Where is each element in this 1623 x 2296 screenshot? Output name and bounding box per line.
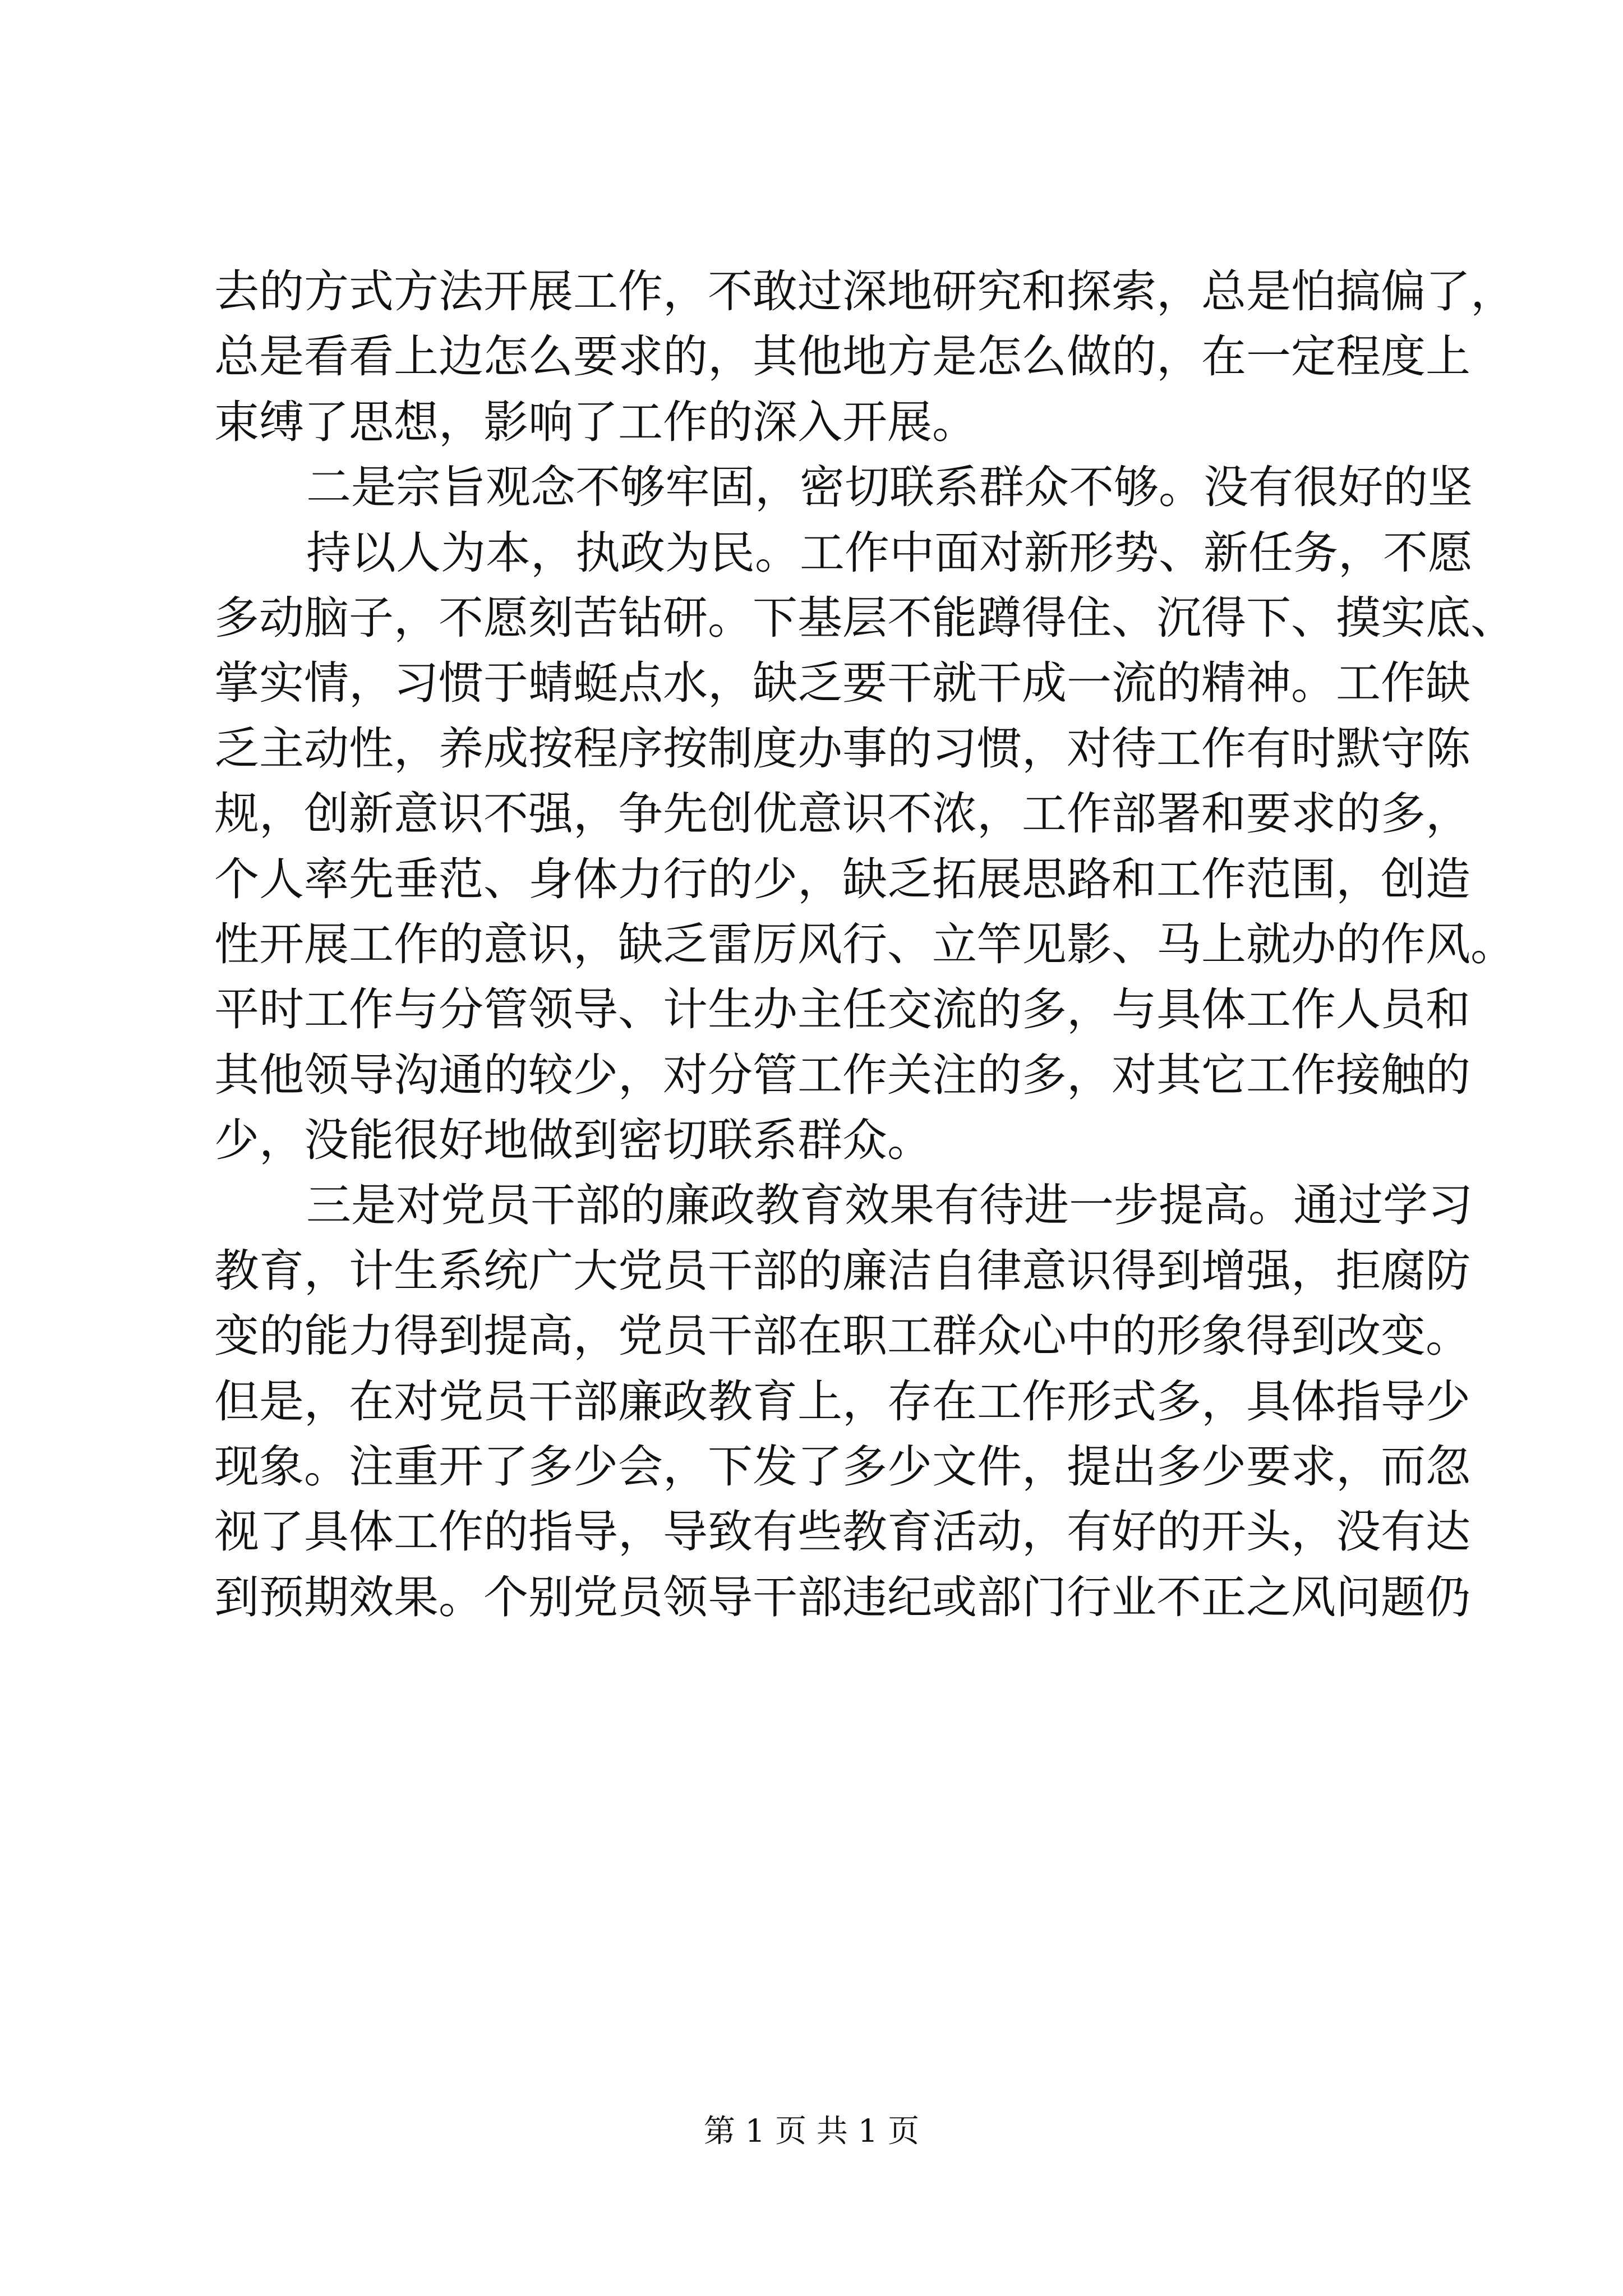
text-line: 但是，在对党员干部廉政教育上，存在工作形式多，具体指导少 [214, 1375, 1470, 1428]
text-line: 掌实情，习惯于蜻蜓点水，缺乏要干就干成一流的精神。工作缺 [214, 657, 1470, 710]
text-line: 去的方式方法开展工作，不敢过深地研究和探索，总是怕搞偏了， [214, 265, 1515, 318]
text-line: 持以人为本，执政为民。工作中面对新形势、新任务，不愿 [306, 526, 1473, 579]
text-line: 其他领导沟通的较少，对分管工作关注的多，对其它工作接触的 [214, 1048, 1470, 1101]
text-line: 到预期效果。个别党员领导干部违纪或部门行业不正之风问题仍 [214, 1571, 1470, 1623]
text-line: 平时工作与分管领导、计生办主任交流的多，与具体工作人员和 [214, 983, 1470, 1036]
text-line: 少，没能很好地做到密切联系群众。 [214, 1114, 932, 1167]
text-line: 教育，计生系统广大党员干部的廉洁自律意识得到增强，拒腐防 [214, 1244, 1470, 1297]
text-line: 乏主动性，养成按程序按制度办事的习惯，对待工作有时默守陈 [214, 722, 1470, 775]
text-line: 个人率先垂范、身体力行的少，缺乏拓展思路和工作范围，创造 [214, 853, 1470, 905]
page-footer [0, 2109, 1623, 2154]
text-line: 多动脑子，不愿刻苦钻研。下基层不能蹲得住、沉得下、摸实底、 [214, 591, 1515, 644]
text-line: 性开展工作的意识，缺乏雷厉风行、立竿见影、马上就办的作风。 [214, 918, 1515, 970]
text-line: 总是看看上边怎么要求的，其他地方是怎么做的，在一定程度上 [214, 330, 1470, 383]
paragraph-start-line: 三是对党员干部的廉政教育效果有待进一步提高。通过学习 [306, 1179, 1473, 1232]
page-number-label: 第 1 页 共 1 页 [703, 2113, 920, 2150]
text-line: 现象。注重开了多少会，下发了多少文件，提出多少要求，而忽 [214, 1441, 1470, 1493]
body-text [214, 259, 1515, 1630]
paragraph-start-line: 二是宗旨观念不够牢固，密切联系群众不够。没有很好的坚 [306, 461, 1473, 514]
text-line: 变的能力得到提高，党员干部在职工群众心中的形象得到改变。 [214, 1310, 1470, 1363]
text-line: 视了具体工作的指导，导致有些教育活动，有好的开头，没有达 [214, 1506, 1470, 1558]
text-line: 规，创新意识不强，争先创优意识不浓，工作部署和要求的多， [214, 788, 1470, 840]
text-line: 束缚了思想，影响了工作的深入开展。 [214, 395, 977, 448]
